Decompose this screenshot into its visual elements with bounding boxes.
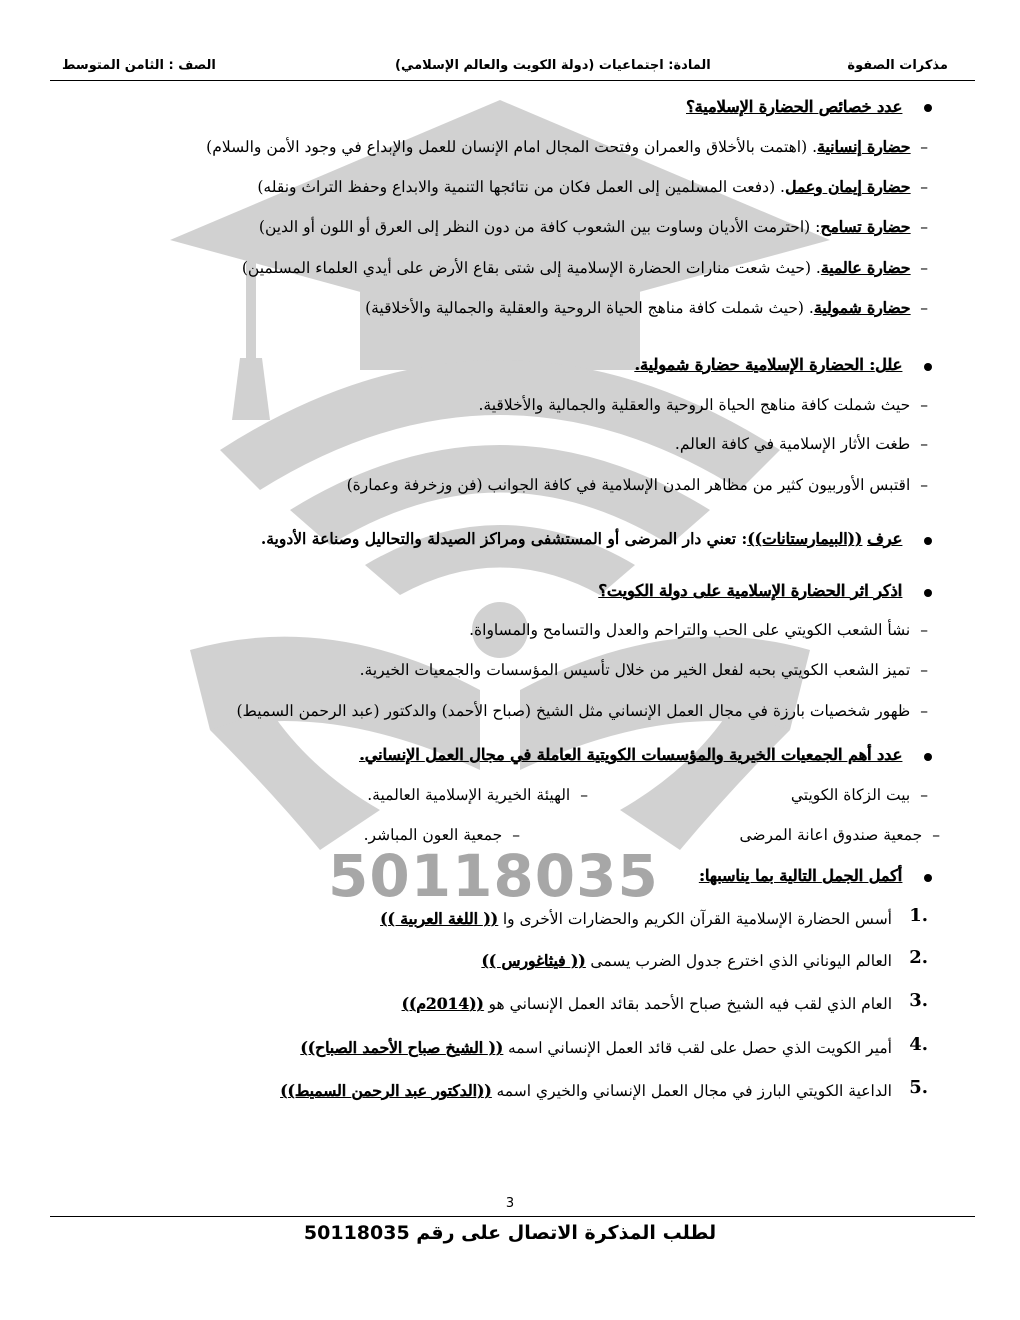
question-answer: ((الدكتور عبد الرحمن السميط)) xyxy=(280,1081,492,1100)
item-term: حضارة شمولية xyxy=(813,298,911,317)
question-text: العالم اليوناني الذي اخترع جدول الضرب يسمى xyxy=(585,952,892,970)
item-text: . (حيث شملت كافة مناهج الحياة الروحية والعقلية والجمالية والأخلاقية) xyxy=(365,299,814,317)
bullet-icon xyxy=(924,874,932,882)
fill-question xyxy=(481,950,892,972)
question-number: 5. xyxy=(909,1077,928,1098)
section1-item: –حضارة إنسانية. (اهتمت بالأخلاق والعمران وفتحت المجال امام الإنسان للعمل والإبداع في وجود الأمن والسلام) xyxy=(206,137,928,156)
section5-heading: عدد أهم الجمعيات الخيرية والمؤسسات الكويتية العاملة في مجال العمل الإنساني. xyxy=(359,745,902,764)
section1-item: –حضارة تسامح: (احترمت الأديان وساوت بين الشعوب كافة من دون النظر إلى العرق أو اللون أو الدين) xyxy=(258,217,928,236)
header-subject: المادة: اجتماعيات (دولة الكويت والعالم الإسلامي) xyxy=(395,58,711,73)
page-number: 3 xyxy=(505,1196,515,1211)
section6-title xyxy=(699,865,902,887)
item-text: جمعية صندوق اعانة المرضى xyxy=(739,826,923,844)
define-term: ((البيمارستانات)) xyxy=(747,529,863,548)
bullet-icon xyxy=(924,589,932,597)
section5-item: –الهيئة الخيرية الإسلامية العالمية. xyxy=(367,786,588,804)
question-answer: (( الشيخ صباح الأحمد الصباح)) xyxy=(300,1038,504,1057)
define-text: : تعني دار المرضى أو المستشفى ومراكز الصيدلة والتحاليل وصناعة الأدوية. xyxy=(260,529,748,548)
question-number: 4. xyxy=(909,1034,928,1055)
question-number: 1. xyxy=(909,905,928,926)
item-text: طغت الأثار الإسلامية في كافة العالم. xyxy=(674,435,911,453)
item-text: . (دفعت المسلمين إلى العمل فكان من نتائجها التنمية والابداع وحفظ التراث ونقله) xyxy=(257,178,785,196)
item-text: حيث شملت كافة مناهج الحياة الروحية والعقلية والجمالية والأخلاقية. xyxy=(478,396,911,414)
item-text: . (حيث شعت منارات الحضارة الإسلامية إلى شتى بقاع الأرض على أيدي العلماء المسلمين) xyxy=(241,259,821,277)
fill-question xyxy=(402,993,892,1015)
define-label: عرف xyxy=(867,529,902,548)
question-text: أسس الحضارة الإسلامية القرآن الكريم والحضارات الأخرى وا xyxy=(497,910,892,928)
item-text: نشأ الشعب الكويتي على الحب والتراحم والعدل والتسامح والمساواة. xyxy=(469,621,911,639)
footer-contact: لطلب المذكرة الاتصال على رقم 50118035 xyxy=(303,1222,717,1244)
section2-item: –حيث شملت كافة مناهج الحياة الروحية والعقلية والجمالية والأخلاقية. xyxy=(478,396,928,414)
section1-item: –حضارة إيمان وعمل. (دفعت المسلمين إلى العمل فكان من نتائجها التنمية والابداع وحفظ التراث ونقله) xyxy=(257,177,928,196)
item-text: الهيئة الخيرية الإسلامية العالمية. xyxy=(367,786,571,804)
question-number: 2. xyxy=(909,947,928,968)
section1-item: –حضارة شمولية. (حيث شملت كافة مناهج الحياة الروحية والعقلية والجمالية والأخلاقية) xyxy=(365,298,928,317)
header-grade: الصف : الثامن المتوسط xyxy=(62,58,216,73)
item-term: حضارة إيمان وعمل xyxy=(784,177,911,196)
section3-definition xyxy=(261,528,902,550)
item-text: اقتبس الأوربيون كثير من مظاهر المدن الإسلامية في كافة الجوانب (فن وزخرفة وعمارة) xyxy=(346,476,911,494)
item-text: ظهور شخصيات بارزة في مجال العمل الإنساني مثل الشيخ (صباح الأحمد) والدكتور (عبد الرحمن السميط) xyxy=(236,702,911,720)
bullet-icon xyxy=(924,363,932,371)
section5-item: –جمعية صندوق اعانة المرضى xyxy=(739,826,940,844)
question-answer: (( فيثاغورس )) xyxy=(481,951,586,970)
section5-item: –جمعية العون المباشر. xyxy=(363,826,520,844)
section4-item: –تميز الشعب الكويتي بحبه لفعل الخير من خلال تأسيس المؤسسات والجمعيات الخيرية. xyxy=(359,661,928,679)
section4-item: –نشأ الشعب الكويتي على الحب والتراحم والعدل والتسامح والمساواة. xyxy=(469,621,928,639)
section1-heading: عدد خصائص الحضارة الإسلامية؟ xyxy=(686,97,902,116)
item-text: تميز الشعب الكويتي بحبه لفعل الخير من خلال تأسيس المؤسسات والجمعيات الخيرية. xyxy=(359,661,911,679)
section1-title xyxy=(686,96,902,118)
bullet-icon xyxy=(924,753,932,761)
section1-item: –حضارة عالمية. (حيث شعت منارات الحضارة الإسلامية إلى شتى بقاع الأرض على أيدي العلماء المسلمين) xyxy=(241,258,928,277)
section4-heading: اذكر اثر الحضارة الإسلامية على دولة الكويت؟ xyxy=(598,581,902,600)
watermark-phone-number: 50118035 xyxy=(328,842,659,910)
fill-question xyxy=(380,908,892,930)
item-text: : (احترمت الأديان وساوت بين الشعوب كافة من دون النظر إلى العرق أو اللون أو الدين) xyxy=(258,218,821,236)
item-text: . (اهتمت بالأخلاق والعمران وفتحت المجال امام الإنسان للعمل والإبداع في وجود الأمن والسلام) xyxy=(206,138,818,156)
header-divider xyxy=(50,80,975,81)
item-text: بيت الزكاة الكويتي xyxy=(790,786,911,804)
footer-divider xyxy=(50,1216,975,1217)
question-answer: ((2014م)) xyxy=(401,994,484,1013)
section5-title xyxy=(359,744,902,766)
bullet-icon xyxy=(924,104,932,112)
section2-item: –طغت الأثار الإسلامية في كافة العالم. xyxy=(674,435,928,453)
question-answer: (( اللغة العربية )) xyxy=(380,909,498,928)
fill-question xyxy=(300,1037,892,1059)
section5-item: –بيت الزكاة الكويتي xyxy=(790,786,928,804)
section2-item: –اقتبس الأوربيون كثير من مظاهر المدن الإسلامية في كافة الجوانب (فن وزخرفة وعمارة) xyxy=(346,476,928,494)
question-text: أمير الكويت الذي حصل على لقب قائد العمل الإنساني اسمه xyxy=(503,1039,892,1057)
header-notes-title: مذكرات الصفوة xyxy=(847,58,948,73)
question-text: العام الذي لقب فيه الشيخ صباح الأحمد بقائد العمل الإنساني هو xyxy=(483,995,892,1013)
fill-question xyxy=(280,1080,892,1102)
section2-heading: علل: الحضارة الإسلامية حضارة شمولية. xyxy=(634,355,902,374)
section4-title xyxy=(598,580,902,602)
item-term: حضارة تسامح xyxy=(820,217,911,236)
section4-item: –ظهور شخصيات بارزة في مجال العمل الإنساني مثل الشيخ (صباح الأحمد) والدكتور (عبد الرحمن السميط) xyxy=(236,702,928,720)
bullet-icon xyxy=(924,537,932,545)
item-text: جمعية العون المباشر. xyxy=(363,826,503,844)
item-term: حضارة إنسانية xyxy=(817,137,911,156)
item-term: حضارة عالمية xyxy=(820,258,911,277)
section6-heading: أكمل الجمل التالية بما يناسبها: xyxy=(698,866,902,885)
question-number: 3. xyxy=(909,990,928,1011)
section2-title xyxy=(634,354,902,376)
question-text: الداعية الكويتي البارز في مجال العمل الإنساني والخيري اسمه xyxy=(491,1082,892,1100)
